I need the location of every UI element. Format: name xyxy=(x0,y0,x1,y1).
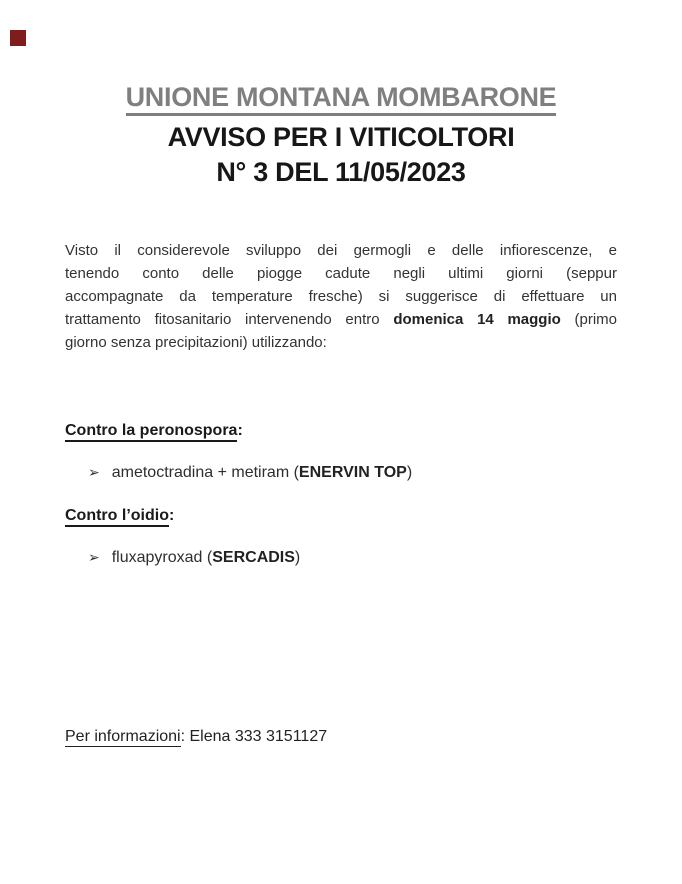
paragraph-line: trattamento fitosanitario intervenendo entro domenica 14 maggio (primo xyxy=(65,311,618,328)
product-name-enervin-top: ENERVIN TOP xyxy=(298,464,407,481)
contact-info: Per informazioni: Elena 333 3151127 xyxy=(65,728,328,745)
paragraph-line: giorno senza precipitazioni) utilizzando: xyxy=(65,334,327,351)
intro-paragraph xyxy=(65,239,617,354)
paragraph-line: accompagnate da temperature fresche) si suggerisce di effettuare un xyxy=(65,288,617,305)
section-heading-peronospora: Contro la peronospora: xyxy=(65,420,617,442)
paragraph-line: tenendo conto delle piogge cadute negli ultimi giorni (seppur xyxy=(65,265,617,282)
treatment-item-peronospora: ➢ ametoctradina + metiram (ENERVIN TOP) xyxy=(65,461,617,484)
arrow-bullet-icon: ➢ xyxy=(88,549,100,565)
arrow-bullet-icon: ➢ xyxy=(88,464,100,480)
section-heading-oidio: Contro l’oidio: xyxy=(65,505,617,527)
org-title xyxy=(65,82,617,112)
contact-phone: Elena 333 3151127 xyxy=(189,728,328,745)
paragraph-line: Visto il considerevole sviluppo dei germogli e delle infiorescenze, e xyxy=(65,242,617,259)
notice-subtitle: AVVISO PER I VITICOLTORI xyxy=(167,122,515,152)
notice-number: N° 3 DEL 11/05/2023 xyxy=(216,157,466,187)
treatment-deadline: domenica 14 maggio xyxy=(393,311,561,328)
contact-label: Per informazioni xyxy=(65,728,181,745)
red-square-marker xyxy=(10,30,26,46)
product-name-sercadis: SERCADIS xyxy=(212,549,295,566)
org-title-text: UNIONE MONTANA MOMBARONE xyxy=(126,82,557,116)
treatment-item-oidio: ➢ fluxapyroxad (SERCADIS) xyxy=(65,546,617,569)
